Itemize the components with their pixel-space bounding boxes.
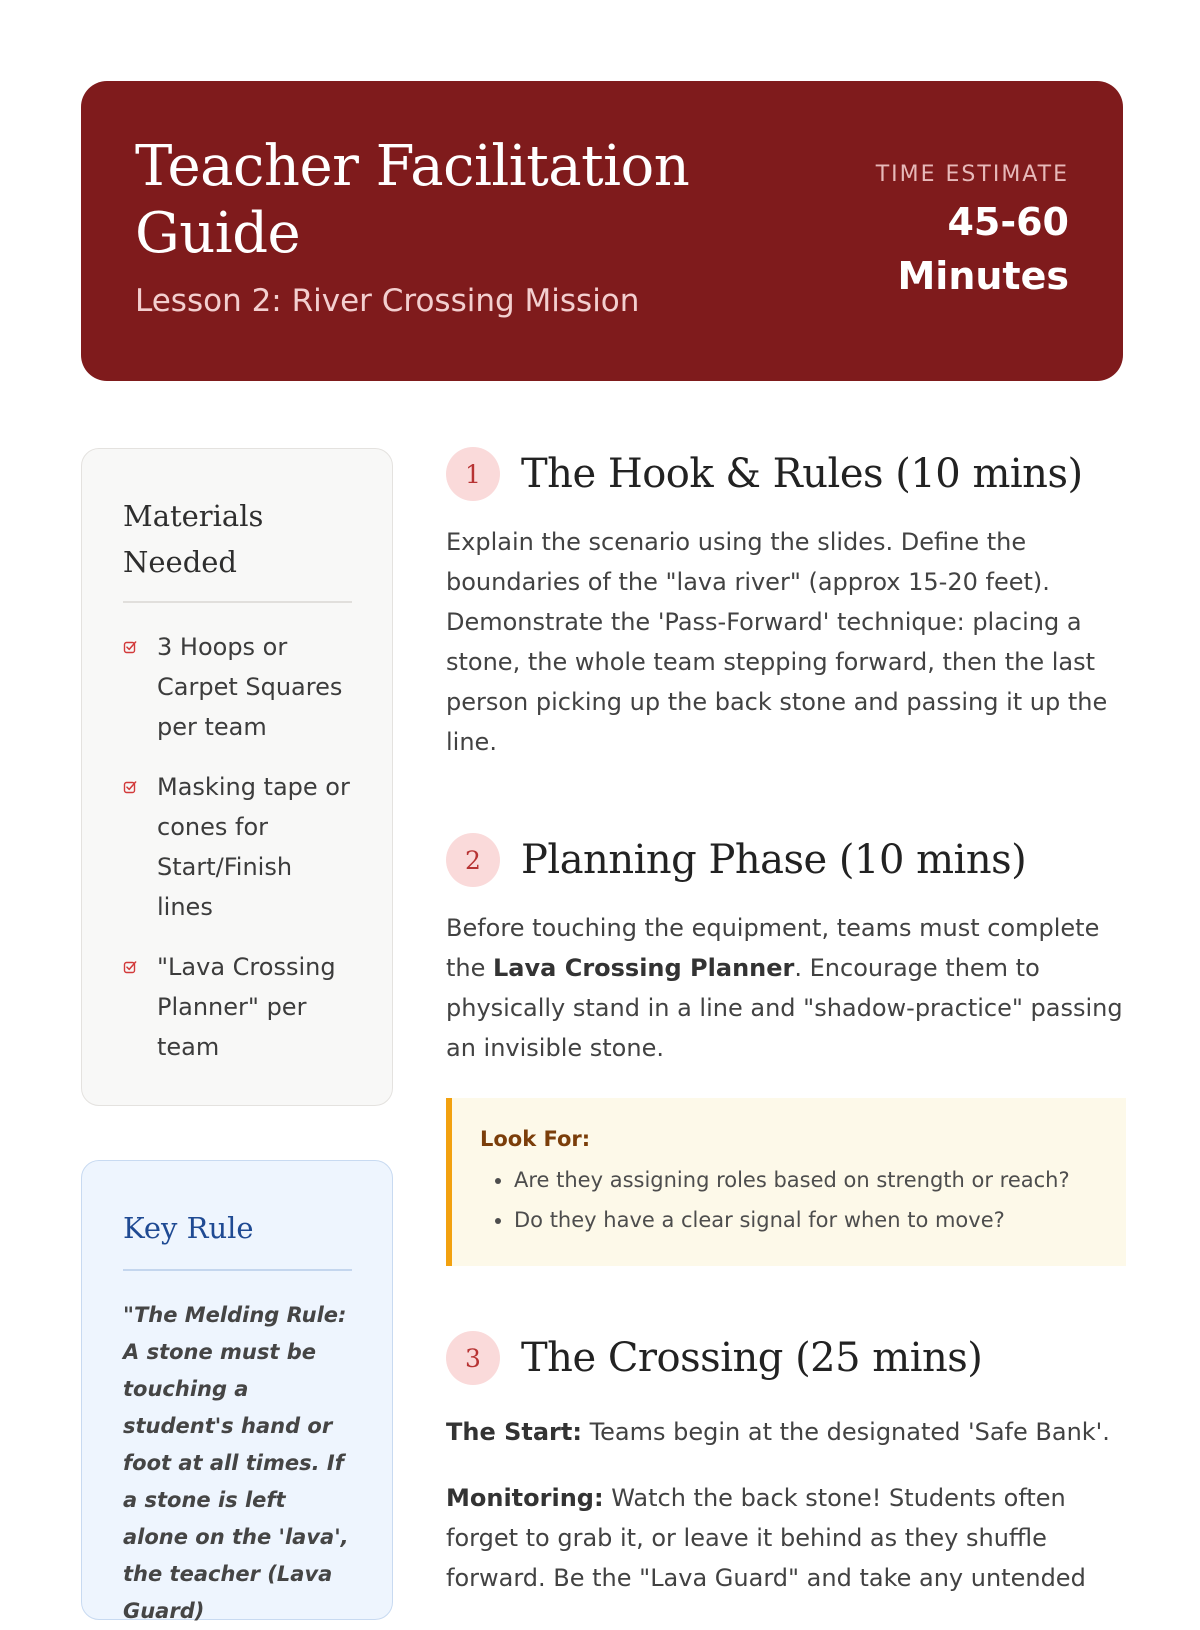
step-section-2 (446, 832, 1126, 1266)
checkbox-icon (123, 767, 157, 807)
planner-name: Lava Crossing Planner (493, 954, 795, 982)
list-item (123, 767, 352, 927)
time-estimate (876, 161, 1069, 303)
guide-header (81, 81, 1123, 381)
material-text: "Lava Crossing Planner" per team (157, 953, 336, 1061)
lesson-subtitle: Lesson 2: River Crossing Mission (135, 283, 640, 319)
time-estimate-label: TIME ESTIMATE (875, 162, 1069, 187)
step-header (446, 446, 1126, 502)
materials-title: Materials Needed (123, 493, 352, 603)
material-text: 3 Hoops or Carpet Squares per team (157, 633, 343, 741)
monitoring-text: Watch the back stone! Students often forget to grab it, or leave it behind as they shuffle forward. Be the "Lava Guard" and take any untended (446, 1484, 1086, 1592)
description-text: . Encourage them to physically stand in a line and "shadow-practice" passing an invisible stone. (446, 954, 1123, 1062)
list-item: • Are they assigning roles based on strength or reach? (514, 1160, 1096, 1200)
step-title: The Hook & Rules (10 mins) (521, 451, 1083, 497)
key-rule-title: Key Rule (123, 1205, 352, 1271)
monitoring-paragraph (446, 1478, 1126, 1598)
page-title: Teacher Facilitation Guide (135, 134, 690, 266)
list-item (123, 627, 352, 747)
look-for-callout (446, 1098, 1126, 1266)
key-rule-card (81, 1160, 393, 1623)
step-number-badge: 3 (446, 1331, 500, 1385)
step-title: Planning Phase (10 mins) (521, 837, 1027, 883)
step-number-badge: 1 (446, 447, 500, 501)
start-text: Teams begin at the designated 'Safe Bank'. (581, 1418, 1110, 1446)
description-text: Before touching the equipment, teams must complete the (446, 914, 1100, 982)
monitoring-label: Monitoring: (446, 1484, 604, 1512)
start-label: The Start: (446, 1418, 582, 1446)
start-paragraph (446, 1412, 1126, 1452)
list-item: • Do they have a clear signal for when to move? (514, 1200, 1096, 1240)
key-rule-text: "The Melding Rule: A stone must be touching a student's hand or foot at all times. If a stone is left alone on the 'lava', the teacher (Lava Guard) (123, 1303, 349, 1623)
step-description: Explain the scenario using the slides. Define the boundaries of the "lava river" (approx 15-20 feet). Demonstrate the 'Pass-Forward' technique: placing a stone, the whole team stepping forward, then the last person picking up the back stone and passing it up the line. (446, 528, 1108, 756)
step-header (446, 1330, 1126, 1386)
step-header (446, 832, 1126, 888)
time-estimate-value: 45-60 Minutes (897, 200, 1069, 298)
step-section-1 (446, 446, 1126, 762)
callout-title: Look For: (480, 1127, 591, 1151)
step-description (446, 908, 1126, 1068)
material-text: Masking tape or cones for Start/Finish lines (157, 773, 350, 921)
list-item (123, 947, 352, 1067)
step-title: The Crossing (25 mins) (521, 1335, 983, 1381)
step-number-badge: 2 (446, 833, 500, 887)
checkbox-icon (123, 947, 157, 987)
checkbox-icon (123, 627, 157, 667)
materials-list (123, 627, 352, 1067)
step-section-3 (446, 1330, 1126, 1598)
materials-card (81, 448, 393, 1106)
callout-list (480, 1160, 1096, 1240)
main-content (446, 446, 1126, 1598)
